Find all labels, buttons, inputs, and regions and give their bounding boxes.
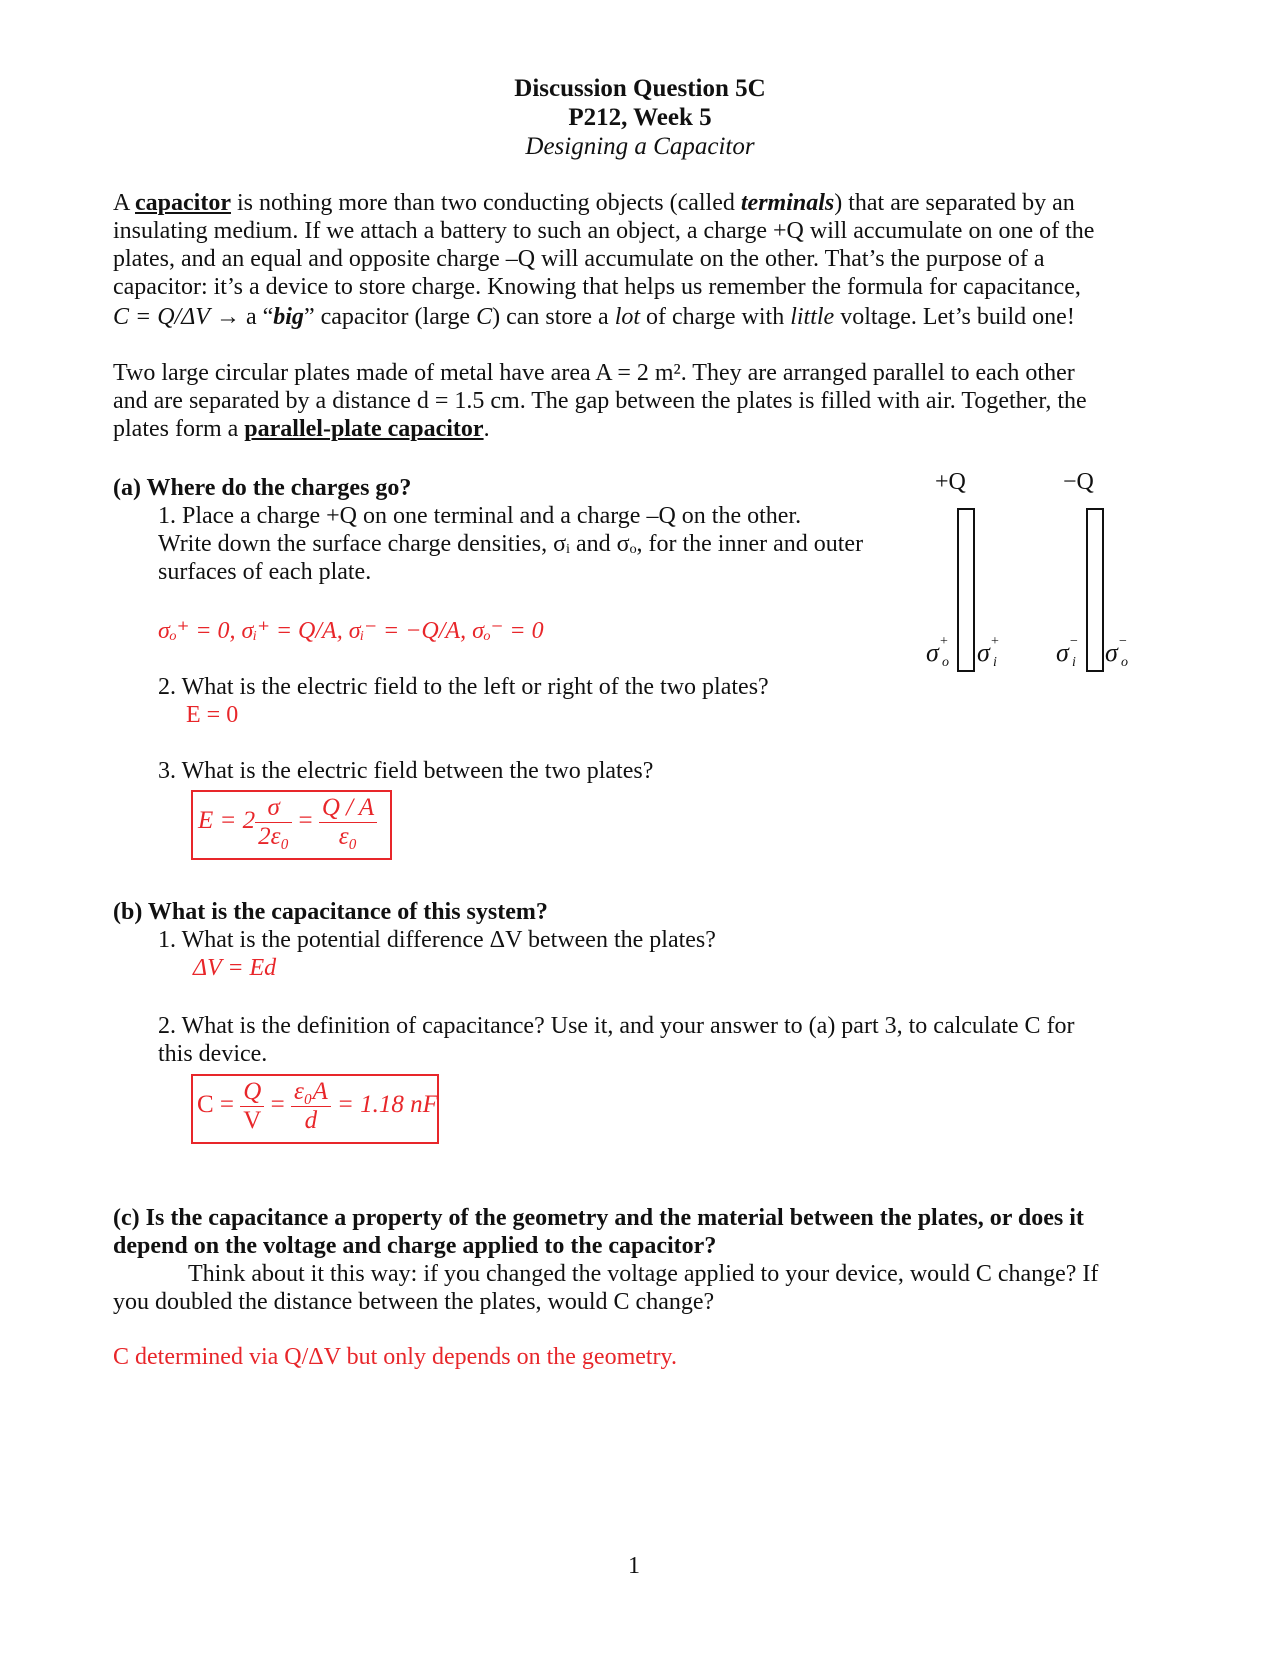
part-b-question-2: 2. What is the definition of capacitance? Use it, and your answer to (a) part 3, to calculate C for this device.: [158, 1013, 1075, 1067]
minus-q-label: −Q: [1063, 469, 1094, 495]
part-c-body: Think about it this way: if you changed the voltage applied to your device, would C change? If you doubled the distance between the plates, would C change?: [113, 1261, 1099, 1315]
arrow-icon: →: [215, 304, 240, 330]
terminals-term: terminals: [740, 190, 835, 216]
intro-line-1: A capacitor is nothing more than two conducting objects (called terminals) that are separated by an: [113, 190, 1075, 216]
part-b-answer-1: ΔV = Ed: [193, 955, 277, 981]
part-b-question-1: 1. What is the potential difference ΔV between the plates?: [158, 927, 716, 953]
page-number: 1: [628, 1553, 640, 1579]
capacitance-answer-box: C = $\frac{Q}{V}$ = $\frac{\text{ε₀A}}{d}$ = 1.18 nF: [191, 1074, 439, 1144]
intro-line-3: plates, and an equal and opposite charge –Q will accumulate on the other. That’s the purpose of a: [113, 246, 1045, 272]
intro-line-4: capacitor: it’s a device to store charge. Knowing that helps us remember the formula for capacitance,: [113, 274, 1081, 300]
capacitor-diagram: [900, 460, 1140, 680]
part-a-question-1: 1. Place a charge +Q on one terminal and a charge –Q on the other. Write down the surface charge densities, σᵢ and σₒ, for the inner and outer surfaces of each plate.: [158, 503, 864, 585]
sigma-outer-plus: σ + o: [926, 634, 949, 670]
page-subtitle: Designing a Capacitor: [525, 133, 755, 160]
intro2-line-2: and are separated by a distance d = 1.5 cm. The gap between the plates is filled with air. Together, the: [113, 388, 1087, 414]
part-b-heading: (b) What is the capacitance of this system?: [113, 899, 548, 925]
field-answer-box: E = 2 $\frac{\sigma}{\text{2ε₀}}$ = $\frac{Q / A}{\text{ε₀}}$: [191, 790, 392, 860]
negative-plate: [1086, 508, 1104, 672]
capacitor-term: capacitor: [135, 190, 231, 216]
capacitance-formula: C = Q/ΔV: [113, 304, 210, 330]
intro-paragraph-1: [113, 189, 1094, 331]
parallel-plate-term: parallel-plate capacitor: [244, 416, 484, 442]
positive-plate: [957, 508, 975, 672]
course-week: P212, Week 5: [568, 104, 712, 131]
part-a-heading: (a) Where do the charges go?: [113, 475, 412, 501]
sigma-inner-minus: σ − i: [1056, 634, 1078, 670]
plus-q-label: +Q: [935, 469, 966, 495]
page-header: [0, 74, 1280, 161]
part-c-answer: C determined via Q/ΔV but only depends on the geometry.: [113, 1344, 677, 1370]
intro-line-2: insulating medium. If we attach a battery to such an object, a charge +Q will accumulate on one of the: [113, 218, 1095, 244]
sigma-outer-minus: σ − o: [1105, 634, 1128, 670]
part-a-answer-1: σₒ⁺ = 0, σᵢ⁺ = Q/A, σᵢ⁻ = −Q/A, σₒ⁻ = 0: [158, 618, 544, 644]
page-title: Discussion Question 5C: [514, 75, 766, 102]
intro-line-5: C = Q/ΔV → a “big” capacitor (large C) can store a lot of charge with little voltage. Let’s build one!: [113, 304, 1075, 330]
intro2-line-3: plates form a parallel-plate capacitor.: [113, 416, 490, 442]
part-c-heading: (c) Is the capacitance a property of the geometry and the material between the plates, or does it depend on the voltage and charge applied to the capacitor?: [113, 1205, 1084, 1259]
part-a-question-3: 3. What is the electric field between the two plates?: [158, 758, 654, 784]
part-a-answer-2: E = 0: [186, 702, 239, 728]
intro-paragraph-2: [113, 359, 1087, 443]
intro2-line-1: Two large circular plates made of metal have area A = 2 m². They are arranged parallel to each other: [113, 360, 1075, 386]
sigma-inner-plus: σ + i: [977, 634, 999, 670]
part-a-question-2: 2. What is the electric field to the left or right of the two plates?: [158, 674, 769, 700]
